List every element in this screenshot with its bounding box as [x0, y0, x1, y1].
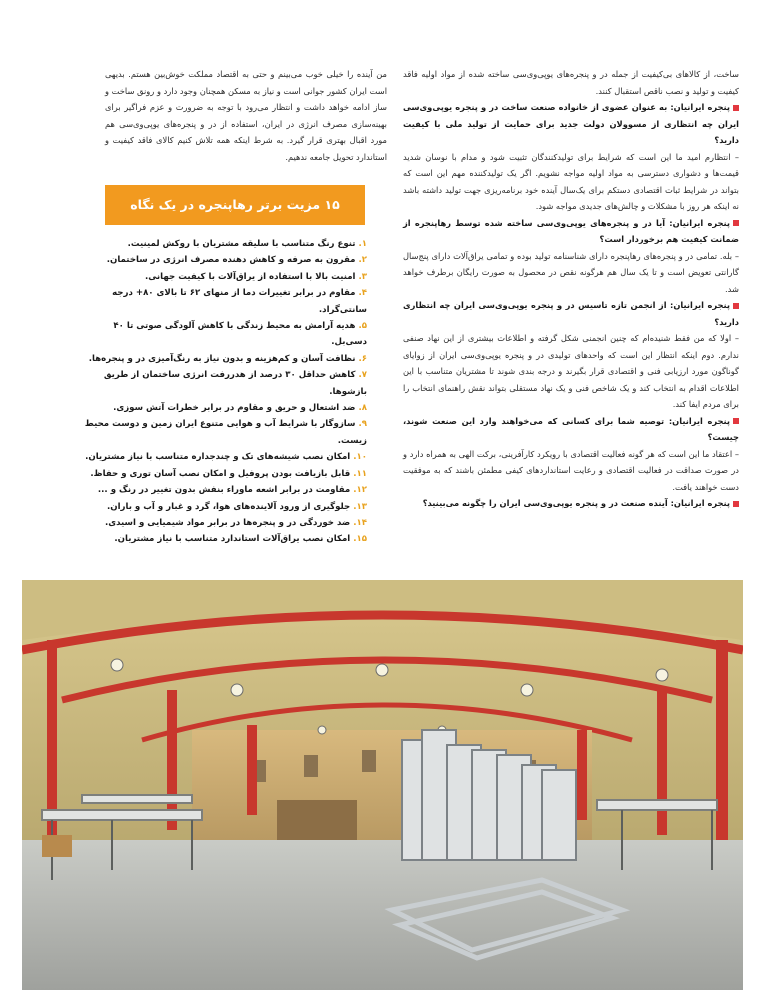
conclusion-paragraph: من آینده را خیلی خوب می‌بینم و حتی به اقتصاد مملکت خوش‌بین هستم. بدیهی است ایران کشور جوانی است و نیاز به مسکن همچنان وجود دارد و رونق ساخت و ساز ادامه خواهد داشت و انتظار می‌رود با توجه به ضرورت و عزم فراگیر برای بهینه‌سازی مصرف انرژی در ایران، استفاده از در و پنجره‌های یوپی‌وی‌سی هم مورد اقبال بهتری قرار گیرد. به شرط اینکه همه تلاش کنیم کالای فاقد کیفیت و استاندارد تحویل جامعه ندهیم.: [105, 69, 387, 162]
interview-question: [403, 99, 739, 149]
advantage-number: ۱۵.: [353, 534, 367, 545]
advantage-item: [82, 400, 367, 416]
question-marker-icon: [733, 501, 739, 507]
advantage-item: [82, 269, 367, 285]
advantage-text: قابل بازیافت بودن پروفیل و امکان نصب آسان توری و حفاظ.: [90, 468, 351, 479]
advantage-number: ۵.: [358, 321, 367, 332]
advantage-text: تنوع رنگ متناسب با سلیقه مشتریان با روکش لمینیت.: [127, 239, 356, 249]
advantage-item: [82, 318, 367, 351]
advantage-item: [82, 499, 367, 515]
advantage-item: [82, 236, 367, 252]
advantage-number: ۴.: [358, 288, 367, 299]
paragraph-text: ساخت، از کالاهای بی‌کیفیت از جمله در و پنجره‌های یوپی‌وی‌سی ساخته شده از مواد اولیه فاقد کیفیت و تولید و نصب ناقص استقبال کنند.: [403, 69, 739, 96]
interview-answer: [403, 248, 739, 298]
interview-answer: [403, 330, 739, 413]
advantage-text: هدیه آرامش به محیط زندگی با کاهش آلودگی صوتی تا ۴۰ دسی‌بل.: [113, 321, 367, 348]
advantage-text: امنیت بالا با استفاده از یراق‌آلات با کیفیت جهانی.: [144, 271, 356, 282]
question-marker-icon: [733, 220, 739, 226]
paragraph-text: پنجره ایرانیان: به عنوان عضوی از خانواده صنعت ساخت در و پنجره یوپی‌وی‌سی ایران چه انتظاری از مسوولان دولت جدید برای حمایت از تولید ملی با کیفیت دارید؟: [403, 102, 739, 145]
paragraph-text: – انتظارم امید ما این است که شرایط برای تولیدکنندگان تثبیت شود و مدام با نوسان شدید قیمت‌ها و دشواری دسترسی به مواد اولیه مواجه نشویم. اگر یک تولیدکننده مهم این است که بتواند در شرایط ثبات اقتصادی دستکم برای یک‌سال آینده خود برنامه‌ریزی جهت تولید داشته باشد نه اینکه هر روز با مشکلات و چالش‌های جدیدی مواجه شود.: [403, 151, 739, 211]
interview-answer: [403, 149, 739, 215]
paragraph-text: پنجره ایرانیان: توصیه شما برای کسانی که می‌خواهند وارد این صنعت شوند، چیست؟: [403, 415, 739, 442]
advantage-text: مقاوم در برابر تغییرات دما از منهای ۶۲ تا بالای ۸۰+ درجه سانتی‌گراد.: [112, 288, 367, 315]
advantage-text: جلوگیری از ورود آلاینده‌های هوا، گرد و غبار و آب و باران.: [106, 501, 351, 512]
paragraph-text: – اولا که من فقط شنیده‌ام که چنین انجمنی شکل گرفته و اطلاعات بیشتری از این نهاد صنفی ندارم. دوم اینکه انتظار این است که واحدهای تولیدی در و پنجره یوپی‌وی‌سی ایران از زوایای گوناگون مورد ارزیابی فنی و اقتصادی قرار بگیرند و درجه بندی شوند تا مشتریان متناسب با این اطلاعات اقدام به انتخاب کند و یک شاخص فنی و یک نهاد مستقلی بتواند نقش راهنمای انتخاب را برای مردم ایفا کند.: [403, 333, 739, 409]
paragraph-text: پنجره ایرانیان: از انجمن تازه تاسیس در و پنجره یوپی‌وی‌سی ایران چه انتظاری دارید؟: [403, 300, 739, 327]
article-right-column: [403, 66, 739, 512]
paragraph-text: – اعتقاد ما این است که هر گونه فعالیت اقتصادی با رویکرد کارآفرینی، برکت الهی به همراه دارد و در صورت صداقت در فعالیت اقتصادی و رعایت استانداردهای کیفی مطمئن باشند که به موفقیت دست خواهند یافت.: [403, 448, 739, 492]
advantage-item: [82, 416, 367, 449]
advantages-banner: ۱۵ مزیت برتر رهاپنجره در یک نگاه: [105, 185, 365, 225]
advantage-item: [82, 482, 367, 498]
advantages-list: [82, 236, 367, 548]
paragraph-text: پنجره ایرانیان: آیا در و پنجره‌های یوپی‌وی‌سی ساخته شده توسط رهاپنجره از ضمانت کیفیت هم برخوردار است؟: [403, 217, 739, 244]
paragraph-text: پنجره ایرانیان: آینده صنعت در و پنجره یوپی‌وی‌سی ایران را چگونه می‌بینید؟: [422, 498, 730, 508]
advantage-number: ۹.: [358, 419, 367, 430]
advantage-number: ۱.: [358, 239, 367, 249]
advantage-text: امکان نصب یراق‌آلات استاندارد متناسب با نیاز مشتریان.: [114, 534, 351, 545]
interview-question: [403, 215, 739, 248]
advantage-item: [82, 351, 367, 367]
factory-photo: [22, 580, 743, 990]
advantage-text: سازوگار با شرایط آب و هوایی متنوع ایران زمین و دوست محیط زیست.: [84, 419, 367, 446]
advantage-text: مقرون به صرفه و کاهش دهنده مصرف انرژی در ساختمان.: [106, 255, 356, 266]
advantage-text: مقاومت در برابر اشعه ماوراء بنفش بدون تغییر در رنگ و ...: [97, 485, 351, 496]
advantage-text: امکان نصب شیشه‌های تک و چندجداره متناسب با نیاز مشتریان.: [85, 452, 351, 463]
advantage-number: ۱۱.: [353, 468, 367, 479]
advantage-number: ۸.: [358, 403, 367, 414]
advantage-number: ۱۰.: [353, 452, 367, 463]
advantage-number: ۷.: [358, 370, 367, 381]
advantage-number: ۱۲.: [353, 485, 367, 496]
advantage-text: کاهش حداقل ۳۰ درصد از هدررفت انرژی ساختمان از طریق بازشوها.: [103, 370, 367, 397]
advantage-item: [82, 367, 367, 400]
advantage-number: ۱۴.: [353, 517, 367, 528]
interview-answer: [403, 66, 739, 99]
question-marker-icon: [733, 303, 739, 309]
advantage-text: ضد خوردگی در و پنجره‌ها در برابر مواد شیمیایی و اسیدی.: [104, 517, 351, 528]
article-left-column: [105, 66, 387, 165]
paragraph-text: – بله. تمامی در و پنجره‌های رهاپنجره دارای شناسنامه تولید بوده و تمامی یراق‌آلات دارای پنج‌سال گارانتی تعویض است و تا یک سال هم هرگونه نقص در محصول به صورت رایگان برطرف خواهد شد.: [403, 250, 739, 294]
advantage-text: ضد اشتعال و حریق و مقاوم در برابر خطرات آتش سوزی.: [113, 403, 356, 414]
advantage-item: [82, 466, 367, 482]
advantage-number: ۳.: [358, 271, 367, 282]
interview-question: [403, 495, 739, 512]
advantage-number: ۶.: [358, 353, 367, 364]
advantage-item: [82, 449, 367, 465]
interview-question: [403, 297, 739, 330]
advantage-item: [82, 285, 367, 318]
advantage-number: ۱۳.: [353, 501, 367, 512]
interview-answer: [403, 446, 739, 496]
advantage-item: [82, 252, 367, 268]
question-marker-icon: [733, 105, 739, 111]
question-marker-icon: [733, 418, 739, 424]
advantage-number: ۲.: [358, 255, 367, 266]
advantage-item: [82, 515, 367, 531]
advantage-text: نظافت آسان و کم‌هزینه و بدون نیاز به رنگ‌آمیزی در و پنجره‌ها.: [88, 353, 356, 364]
advantage-item: [82, 531, 367, 547]
interview-question: [403, 413, 739, 446]
